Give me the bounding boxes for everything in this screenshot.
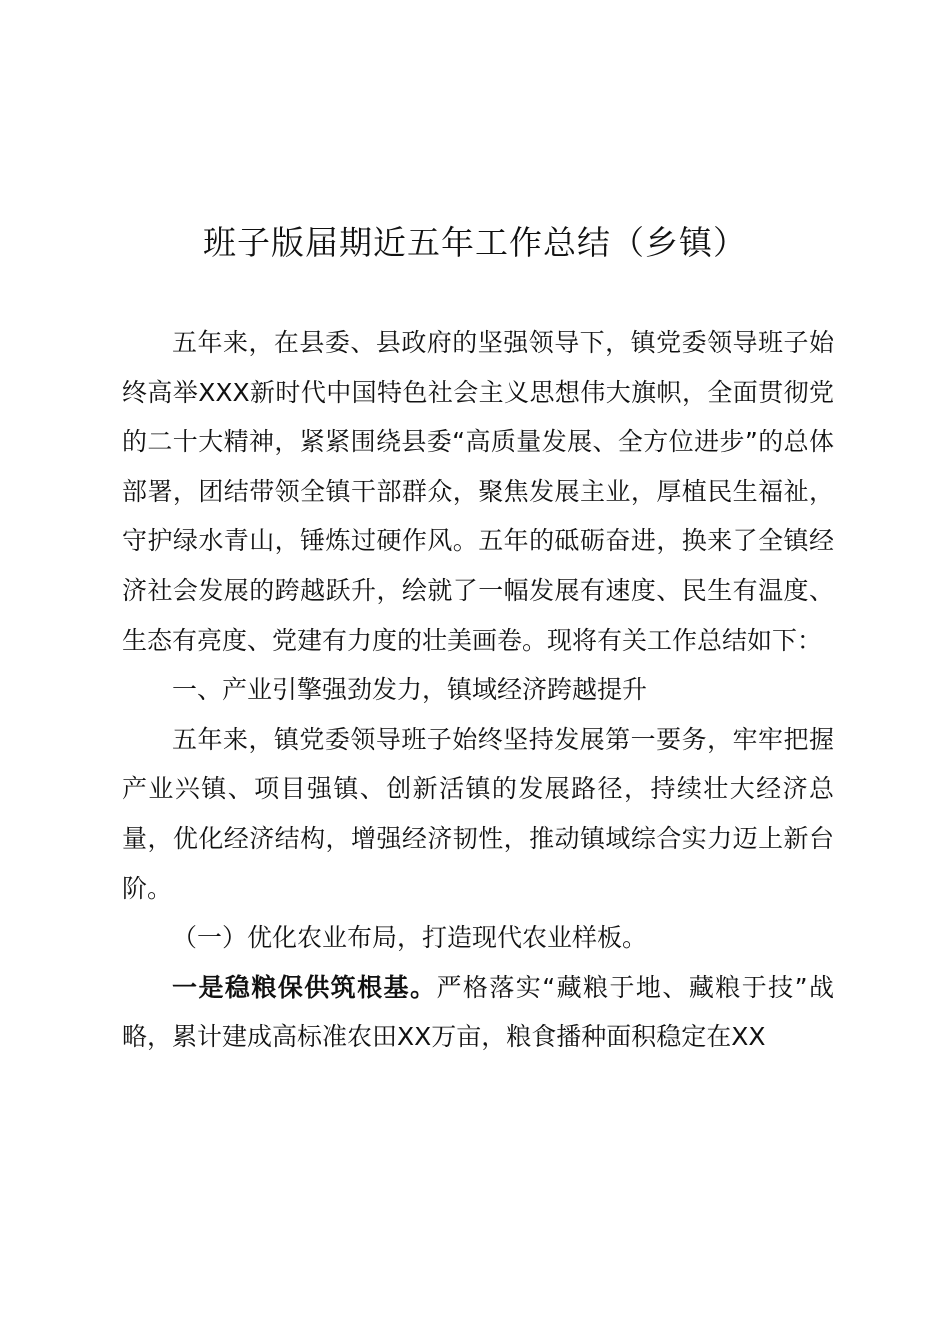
- subsection-heading-1: （一）优化农业布局，打造现代农业样板。: [172, 923, 648, 953]
- point-1-paragraph: [122, 963, 834, 1062]
- point-1-lead: 一是稳粮保供筑根基。: [172, 972, 437, 1002]
- section-heading-1: 一、产业引擎强劲发力，镇域经济跨越提升: [172, 675, 648, 705]
- document-body: [122, 318, 834, 1062]
- point-1-body: 严格落实“藏粮于地、藏粮于技”战略，累计建成高标准农田XX万亩，粮食播种面积稳定在XX: [122, 972, 834, 1052]
- section-1-paragraph: 五年来，镇党委领导班子始终坚持发展第一要务，牢牢把握产业兴镇、项目强镇、创新活镇的发展路径，持续壮大经济总量，优化经济结构，增强经济韧性，推动镇域综合实力迈上新台阶。: [122, 724, 834, 903]
- document-title: 班子版届期近五年工作总结（乡镇）: [203, 223, 747, 262]
- intro-paragraph: 五年来，在县委、县政府的坚强领导下，镇党委领导班子始终高举XXX新时代中国特色社会主义思想伟大旗帜，全面贯彻党的二十大精神，紧紧围绕县委“高质量发展、全方位进步”的总体部署，团结带领全镇干部群众，聚焦发展主业，厚植民生福祉，守护绿水青山，锤炼过硬作风。五年的砥砺奋进，换来了全镇经济社会发展的跨越跃升，绘就了一幅发展有速度、民生有温度、生态有亮度、党建有力度的壮美画卷。现将有关工作总结如下：: [122, 328, 834, 655]
